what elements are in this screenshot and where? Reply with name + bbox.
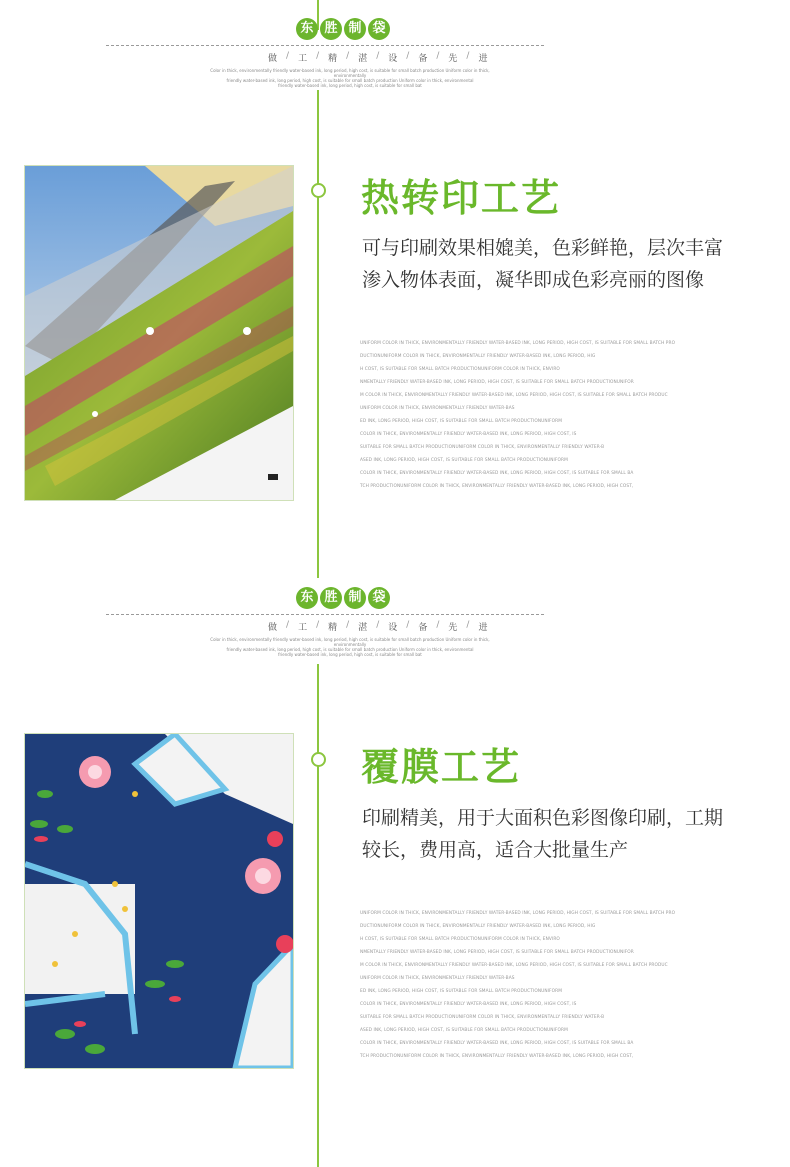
section-title: 热转印工艺 — [361, 176, 562, 220]
brand-char: 东 — [296, 587, 318, 609]
slogan-char: 工 — [298, 623, 308, 633]
brand-logo — [296, 587, 390, 609]
photo-lamination-printed-pattern — [25, 734, 293, 1068]
timeline-node — [311, 752, 326, 767]
slogan-char: 湛 — [358, 623, 368, 633]
slogan-char: 进 — [478, 623, 488, 633]
slogan-char: 备 — [418, 623, 428, 633]
slogan-char: 进 — [478, 54, 488, 64]
section-description: 印刷精美，用于大面积色彩图像印刷，工期 较长，费用高，适合大批量生产 — [362, 807, 724, 861]
timeline-line — [317, 664, 319, 1167]
slogan-char: 湛 — [358, 54, 368, 64]
slogan-char: 做 — [268, 623, 278, 633]
brand-char: 胜 — [320, 587, 342, 609]
slogan-char: 备 — [418, 54, 428, 64]
slogan-char: 设 — [388, 623, 398, 633]
section-description: 可与印刷效果相媲美，色彩鲜艳，层次丰富 渗入物体表面，凝华即成色彩亮丽的图像 — [362, 237, 724, 291]
timeline-line — [317, 90, 319, 578]
timeline-node — [311, 183, 326, 198]
section-english-text: UNIFORM COLOR IN THICK, ENVIRONMENTALLY FRIENDLY WATER-BASED INK, LONG PERIOD, HIGH COST, IS SUITABLE FOR SMALL BATCH PRO DUCTIONUNIFORM COLOR IN THICK, ENVIRONMENTALLY FRIENDLY WATER-BASED INK, LONG PERIOD, HIG H COST, IS SUITABLE FOR SMALL BATCH PRODUCTIONUNIFORM COLOR IN THICK, ENVIRO NMENTALLY FRIENDLY WATER-BASED INK, LONG PERIOD, HIGH COST, IS SUITABLE FOR SMALL BATCH PRODUCTIONUNIFOR M COLOR IN THICK, ENVIRONMENTALLY FRIENDLY WATER-BASED INK, LONG PERIOD, HIGH COST, IS SUITABLE FOR SMALL BATCH PRODUC UNIFORM COLOR IN THICK, ENVIRONMENTALLY FRIENDLY WATER-BAS ED INK, LONG PERIOD, HIGH COST, IS SUITABLE FOR SMALL BATCH PRODUCTIONUNIFORM COLOR IN THICK, ENVIRONMENTALLY FRIENDLY WATER-BASED INK, LONG PERIOD, HIGH COST, IS SUITABLE FOR SMALL BATCH PRODUCTIONUNIFORM COLOR IN THICK, ENVIRONMENTALLY FRIENDLY WATER-B ASED INK, LONG PERIOD, HIGH COST, IS SUITABLE FOR SMALL BATCH PRODUCTIONUNIFORM COLOR IN THICK, ENVIRONMENTALLY FRIENDLY WATER-BASED INK, LONG PERIOD, HIGH COST, IS SUITABLE FOR SMALL BA TCH PRODUCTIONUNIFORM COLOR IN THICK, ENVIRONMENTALLY FRIENDLY WATER-BASED INK, LONG PERIOD, HIGH COST, — [360, 911, 676, 1059]
section-image-lamination — [24, 733, 294, 1069]
slogan-char: 先 — [448, 623, 458, 633]
slogan-char: 精 — [328, 623, 338, 633]
brand-char: 东 — [296, 18, 318, 40]
brand-fine-print: Color in thick, environmentally friendly water-based ink, long period, high cost, is suitable for small batch production Uniform color in thick, environmentally friendly water-based ink, long period, high cost, is suitable for small batch production Uniform color in thick, environmental friendly water-based ink, long period, high cost, is suitable for small bat — [210, 68, 490, 88]
section-image-hot-transfer — [24, 165, 294, 501]
dashed-divider — [106, 614, 544, 615]
slogan-char: 先 — [448, 54, 458, 64]
brand-slogan: 做 / 工 / 精 / 湛 / 设 / 备 / 先 / 进 — [268, 620, 488, 633]
slogan-char: 精 — [328, 54, 338, 64]
section-title: 覆膜工艺 — [361, 745, 522, 789]
slogan-char: 工 — [298, 54, 308, 64]
photo-hot-transfer-printed-landscape — [25, 166, 293, 500]
slogan-char: 设 — [388, 54, 398, 64]
brand-fine-print: Color in thick, environmentally friendly water-based ink, long period, high cost, is suitable for small batch production Uniform color in thick, environmentally friendly water-based ink, long period, high cost, is suitable for small batch production Uniform color in thick, environmental friendly water-based ink, long period, high cost, is suitable for small bat — [210, 637, 490, 657]
slogan-char: 做 — [268, 54, 278, 64]
brand-char: 袋 — [368, 18, 390, 40]
brand-char: 制 — [344, 18, 366, 40]
section-english-text: UNIFORM COLOR IN THICK, ENVIRONMENTALLY FRIENDLY WATER-BASED INK, LONG PERIOD, HIGH COST, IS SUITABLE FOR SMALL BATCH PRO DUCTIONUNIFORM COLOR IN THICK, ENVIRONMENTALLY FRIENDLY WATER-BASED INK, LONG PERIOD, HIG H COST, IS SUITABLE FOR SMALL BATCH PRODUCTIONUNIFORM COLOR IN THICK, ENVIRO NMENTALLY FRIENDLY WATER-BASED INK, LONG PERIOD, HIGH COST, IS SUITABLE FOR SMALL BATCH PRODUCTIONUNIFOR M COLOR IN THICK, ENVIRONMENTALLY FRIENDLY WATER-BASED INK, LONG PERIOD, HIGH COST, IS SUITABLE FOR SMALL BATCH PRODUC UNIFORM COLOR IN THICK, ENVIRONMENTALLY FRIENDLY WATER-BAS ED INK, LONG PERIOD, HIGH COST, IS SUITABLE FOR SMALL BATCH PRODUCTIONUNIFORM COLOR IN THICK, ENVIRONMENTALLY FRIENDLY WATER-BASED INK, LONG PERIOD, HIGH COST, IS SUITABLE FOR SMALL BATCH PRODUCTIONUNIFORM COLOR IN THICK, ENVIRONMENTALLY FRIENDLY WATER-B ASED INK, LONG PERIOD, HIGH COST, IS SUITABLE FOR SMALL BATCH PRODUCTIONUNIFORM COLOR IN THICK, ENVIRONMENTALLY FRIENDLY WATER-BASED INK, LONG PERIOD, HIGH COST, IS SUITABLE FOR SMALL BA TCH PRODUCTIONUNIFORM COLOR IN THICK, ENVIRONMENTALLY FRIENDLY WATER-BASED INK, LONG PERIOD, HIGH COST, — [360, 341, 676, 489]
brand-char: 胜 — [320, 18, 342, 40]
brand-char: 袋 — [368, 587, 390, 609]
dashed-divider — [106, 45, 544, 46]
brand-slogan: 做 / 工 / 精 / 湛 / 设 / 备 / 先 / 进 — [268, 51, 488, 64]
brand-logo — [296, 18, 390, 40]
brand-char: 制 — [344, 587, 366, 609]
